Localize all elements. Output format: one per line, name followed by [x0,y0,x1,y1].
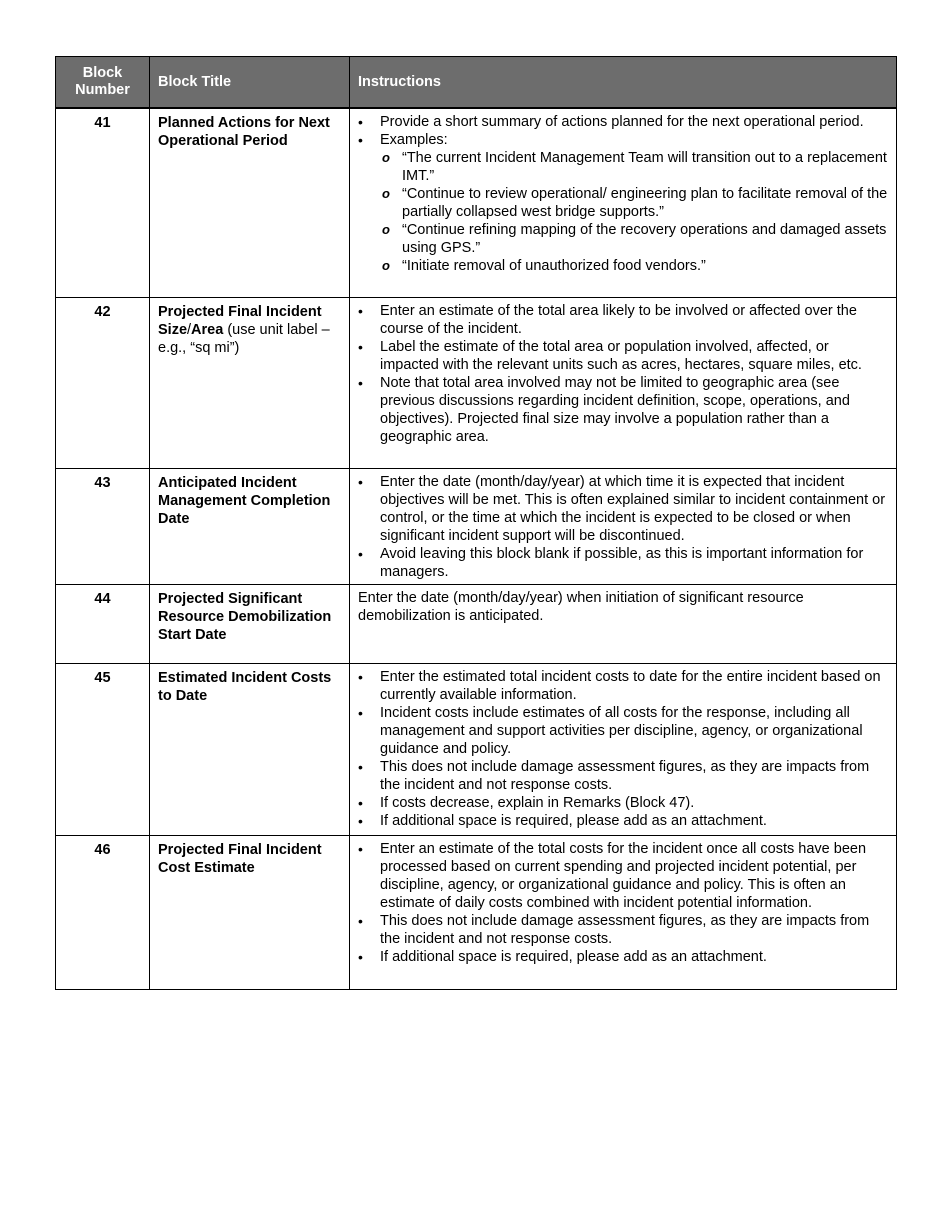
block-instructions [350,297,897,468]
table-row [56,468,897,584]
block-title-text: Planned Actions for Next Operational Period [158,115,330,149]
block-number: 42 [56,297,150,468]
example-item: o “Continue refining mapping of the recovery operations and damaged assets using GPS.” [380,221,888,257]
list-item-text: Examples: [380,132,448,148]
table-row [56,663,897,835]
list-item: • Note that total area involved may not be limited to geographic area (see previous discussions regarding incident definition, scope, operations, and objectives). Projected final size may involve a population rather than a geographic area. [358,374,888,446]
list-item: • Label the estimate of the total area or population involved, affected, or impacted with the relevant units such as acres, hectares, square miles, etc. [358,338,888,374]
block-instructions [350,108,897,297]
list-item [358,131,888,275]
list-item: • Provide a short summary of actions planned for the next operational period. [358,113,888,131]
block-title [150,663,350,835]
block-title-text: Projected Final Incident Size [158,303,322,338]
list-item: • If additional space is required, please add as an attachment. [358,812,888,830]
block-instructions [350,663,897,835]
list-item: • This does not include damage assessment figures, as they are impacts from the incident and not response costs. [358,912,888,948]
block-title-slash: / [187,321,192,338]
instructions-table [55,56,897,990]
block-number: 45 [56,663,150,835]
list-item: • Enter the date (month/day/year) at which time it is expected that incident objectives will be met. This is often explained similar to incident containment or control, or the time at which the incident is expected to be closed or when significant incident support will be discontinued. [358,473,888,545]
block-title [150,468,350,584]
block-title [150,108,350,297]
block-title-text: Estimated Incident Costs to Date [158,669,332,704]
list-item: • Enter the estimated total incident costs to date for the entire incident based on currently available information. [358,668,888,704]
table-row [56,297,897,468]
table-row [56,835,897,989]
block-title [150,297,350,468]
list-item: • This does not include damage assessment figures, as they are impacts from the incident and not response costs. [358,758,888,794]
block-instructions [350,835,897,989]
list-item: • Avoid leaving this block blank if possible, as this is important information for managers. [358,545,888,581]
block-title [150,835,350,989]
table-row [56,108,897,297]
list-item: • Enter an estimate of the total costs for the incident once all costs have been processed based on current spending and projected incident potential, per discipline, agency, or organizational guidance and policy. This is often an estimate of daily costs combined with incident potential information. [358,840,888,912]
table-header-row [56,57,897,109]
block-instructions [350,584,897,663]
header-block-number: Block Number [56,57,150,109]
block-title-text: Projected Final Incident Cost Estimate [158,841,322,876]
block-title [150,584,350,663]
block-number: 41 [56,108,150,297]
block-number: 46 [56,835,150,989]
block-instructions [350,468,897,584]
example-item: o “Continue to review operational/ engineering plan to facilitate removal of the partially collapsed west bridge supports.” [380,185,888,221]
list-item: • Enter an estimate of the total area likely to be involved or affected over the course of the incident. [358,302,888,338]
list-item: • Incident costs include estimates of all costs for the response, including all management and support activities per discipline, agency, or organizational guidance and policy. [358,704,888,758]
instruction-text: Enter the date (month/day/year) when initiation of significant resource demobilization is anticipated. [358,589,804,624]
list-item: • If costs decrease, explain in Remarks (Block 47). [358,794,888,812]
header-block-title: Block Title [150,57,350,109]
block-title-text: Projected Significant Resource Demobilization Start Date [158,590,332,643]
block-title-note: (use unit label – e.g., “sq mi”) [158,321,330,356]
block-number: 44 [56,584,150,663]
list-item: • If additional space is required, please add as an attachment. [358,948,888,966]
block-title-text: Anticipated Incident Management Completion Date [158,474,331,527]
table-row [56,584,897,663]
example-item: o “The current Incident Management Team will transition out to a replacement IMT.” [380,149,888,185]
example-item: o “Initiate removal of unauthorized food vendors.” [380,257,888,275]
block-title-text-2: Area [191,321,224,338]
block-number: 43 [56,468,150,584]
header-instructions: Instructions [350,57,897,109]
